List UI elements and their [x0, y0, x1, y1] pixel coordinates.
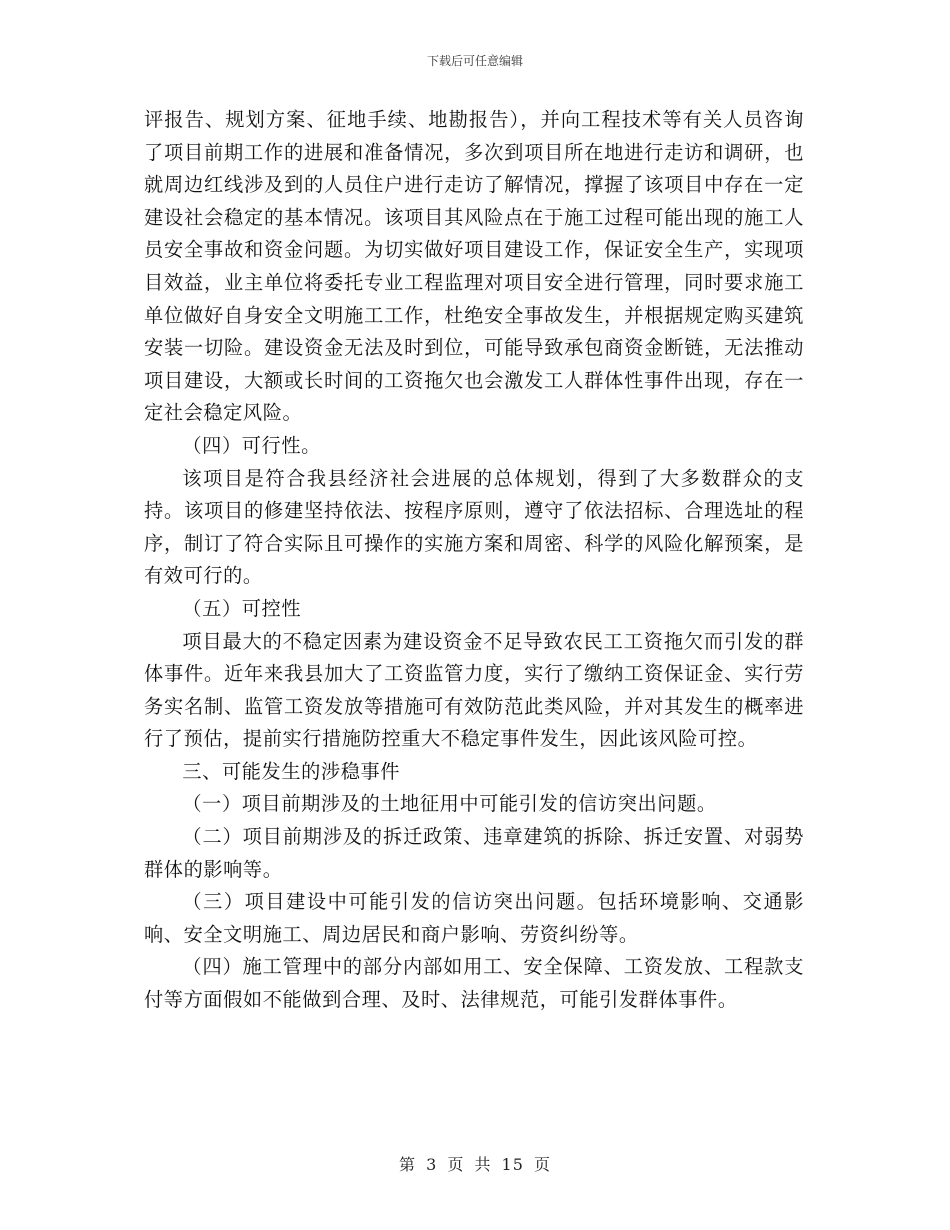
paragraph-feasibility: 该项目是符合我县经济社会进展的总体规划，得到了大多数群众的支持。该项目的修建坚持依法、按程序原则，遵守了依法招标、合理选址的程序，制订了符合实际且可操作的实施方案和周密、科学的风险化解预案，是有效可行的。 — [144, 466, 804, 588]
page-footer: 第 3 页 共 15 页 — [399, 1155, 551, 1174]
heading-controllability: （五）可控性 — [182, 596, 302, 620]
page-header: 下载后可任意编辑 — [426, 54, 523, 68]
section-heading-stability-events: 三、可能发生的涉稳事件 — [182, 759, 401, 783]
paragraph-risk-points: 评报告、规划方案、征地手续、地勘报告），并向工程技术等有关人员咨询了项目前期工作的进展和准备情况，多次到项目所在地进行走访和调研，也就周边红线涉及到的人员住户进行走访了解情况，撑握了该项目中存在一定建设社会稳定的基本情况。该项目其风险点在于施工过程可能出现的施工人员安全事故和资金问题。为切实做好项目建设工作，保证安全生产，实现项目效益，业主单位将委托专业工程监理对项目安全进行管理，同时要求施工单位做好自身安全文明施工工作，杜绝安全事故发生，并根据规定购买建筑安装一切险。建设资金无法及时到位，可能导致承包商资金断链，无法推动项目建设，大额或长时间的工资拖欠也会激发工人群体性事件出现，存在一定社会稳定风险。 — [144, 108, 804, 425]
list-item-4: （四）施工管理中的部分内部如用工、安全保障、工资发放、工程款支付等方面假如不能做到合理、及时、法律规范，可能引发群体事件。 — [144, 955, 804, 1012]
paragraph-controllability: 项目最大的不稳定因素为建设资金不足导致农民工工资拖欠而引发的群体事件。近年来我县加大了工资监管力度，实行了缴纳工资保证金、实行劳务实名制、监管工资发放等措施可有效防范此类风险，并对其发生的概率进行了预估，提前实行措施防控重大不稳定事件发生，因此该风险可控。 — [144, 629, 804, 751]
list-item-2: （二）项目前期涉及的拆迁政策、违章建筑的拆除、拆迁安置、对弱势群体的影响等。 — [144, 825, 804, 881]
list-item-3: （三）项目建设中可能引发的信访突出问题。包括环境影响、交通影响、安全文明施工、周边居民和商户影响、劳资纠纷等。 — [144, 890, 804, 946]
list-item-1: （一）项目前期涉及的土地征用中可能引发的信访突出问题。 — [182, 792, 717, 816]
document-body — [144, 104, 804, 1017]
heading-feasibility: （四）可行性。 — [182, 433, 321, 457]
